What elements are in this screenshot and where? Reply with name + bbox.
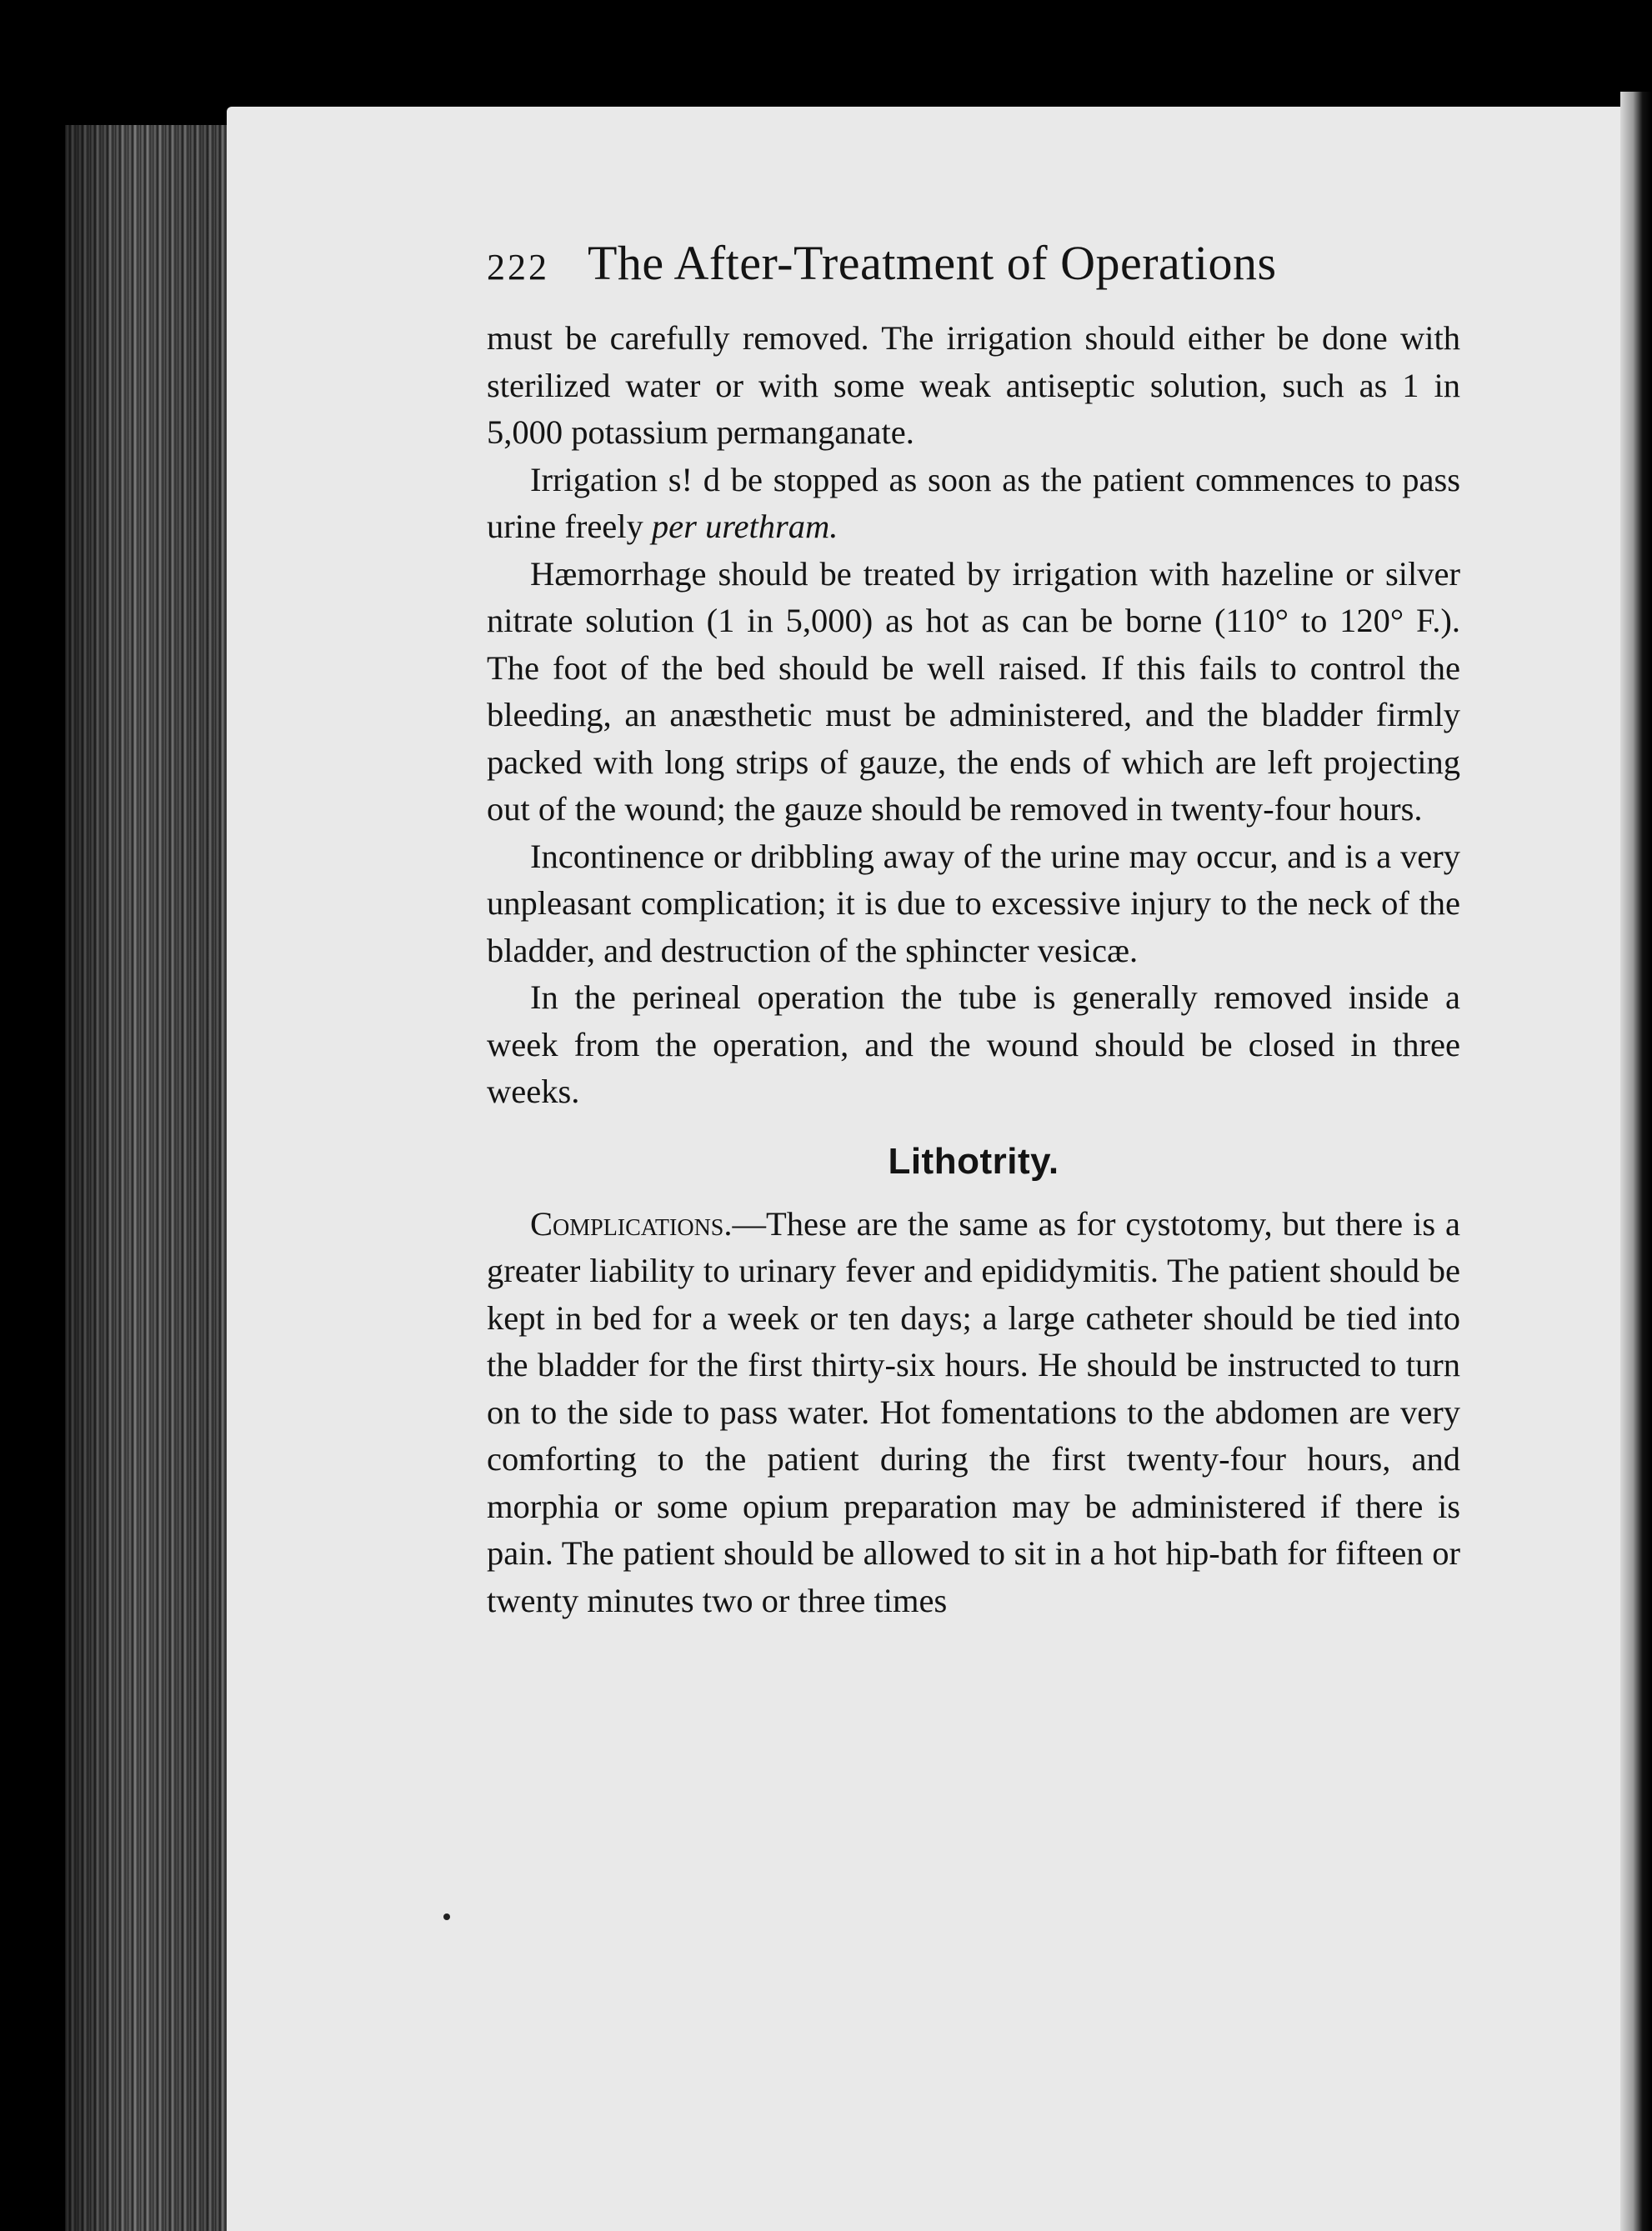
paragraph-complications	[487, 1201, 1460, 1625]
paragraph-irrigation-stop	[487, 457, 1460, 551]
page-header	[487, 235, 1460, 310]
page-right-rim	[1620, 92, 1652, 2231]
paragraph-irrigation-removal: must be carefully removed. The irrigation should either be done with sterilized water or with some weak antiseptic solution, such as 1 in 5,000 potassium permanganate.	[487, 319, 1460, 451]
paragraph-haemorrhage: Hæmorrhage should be treated by irrigation with hazeline or silver nitrate solution (1 in 5,000) as hot as can be borne (110° to 120° F.). The foot of the bed should be well raised. If this fails to control the bleeding, an anæsthetic must be administered, and the bladder firmly packed with long strips of gauze, the ends of which are left projecting out of the wound; the gauze should be removed in twenty-four hours.	[487, 554, 1460, 828]
italic-term: per urethram.	[651, 508, 839, 545]
paragraph-text: —These are the same as for cystotomy, but there is a greater liability to urinary fever and epididymitis. The patient should be kept in bed for a week or ten days; a large catheter should be tied into the bladder for the first thirty-six hours. He should be instructed to turn on to the side to pass water. Hot fomentations to the abdomen are very comforting to the patient during the first twenty-four hours, and morphia or some opium preparation may be administered if there is pain. The patient should be allowed to sit in a hot hip-bath for fifteen or twenty minutes two or three times	[487, 1204, 1460, 1619]
lead-in-smallcaps: Complications.	[530, 1204, 733, 1243]
paragraph-text: Irrigation s! d be stopped as soon as the patient commences to pass urine freely	[487, 460, 1460, 545]
margin-dot	[443, 1913, 450, 1920]
section-heading: Lithotrity.	[888, 1140, 1059, 1182]
page-number: 222	[487, 247, 549, 288]
paragraph-perineal-operation: In the perineal operation the tube is generally removed inside a week from the operation, and the wound should be closed in three weeks.	[487, 978, 1460, 1110]
paragraph-incontinence: Incontinence or dribbling away of the urine may occur, and is a very unpleasant complication; it is due to excessive injury to the neck of the bladder, and destruction of the sphincter vesicæ.	[487, 837, 1460, 969]
page-content	[487, 235, 1460, 1624]
book-edge-shadow	[65, 125, 236, 2231]
running-title: The After-Treatment of Operations	[588, 236, 1277, 290]
